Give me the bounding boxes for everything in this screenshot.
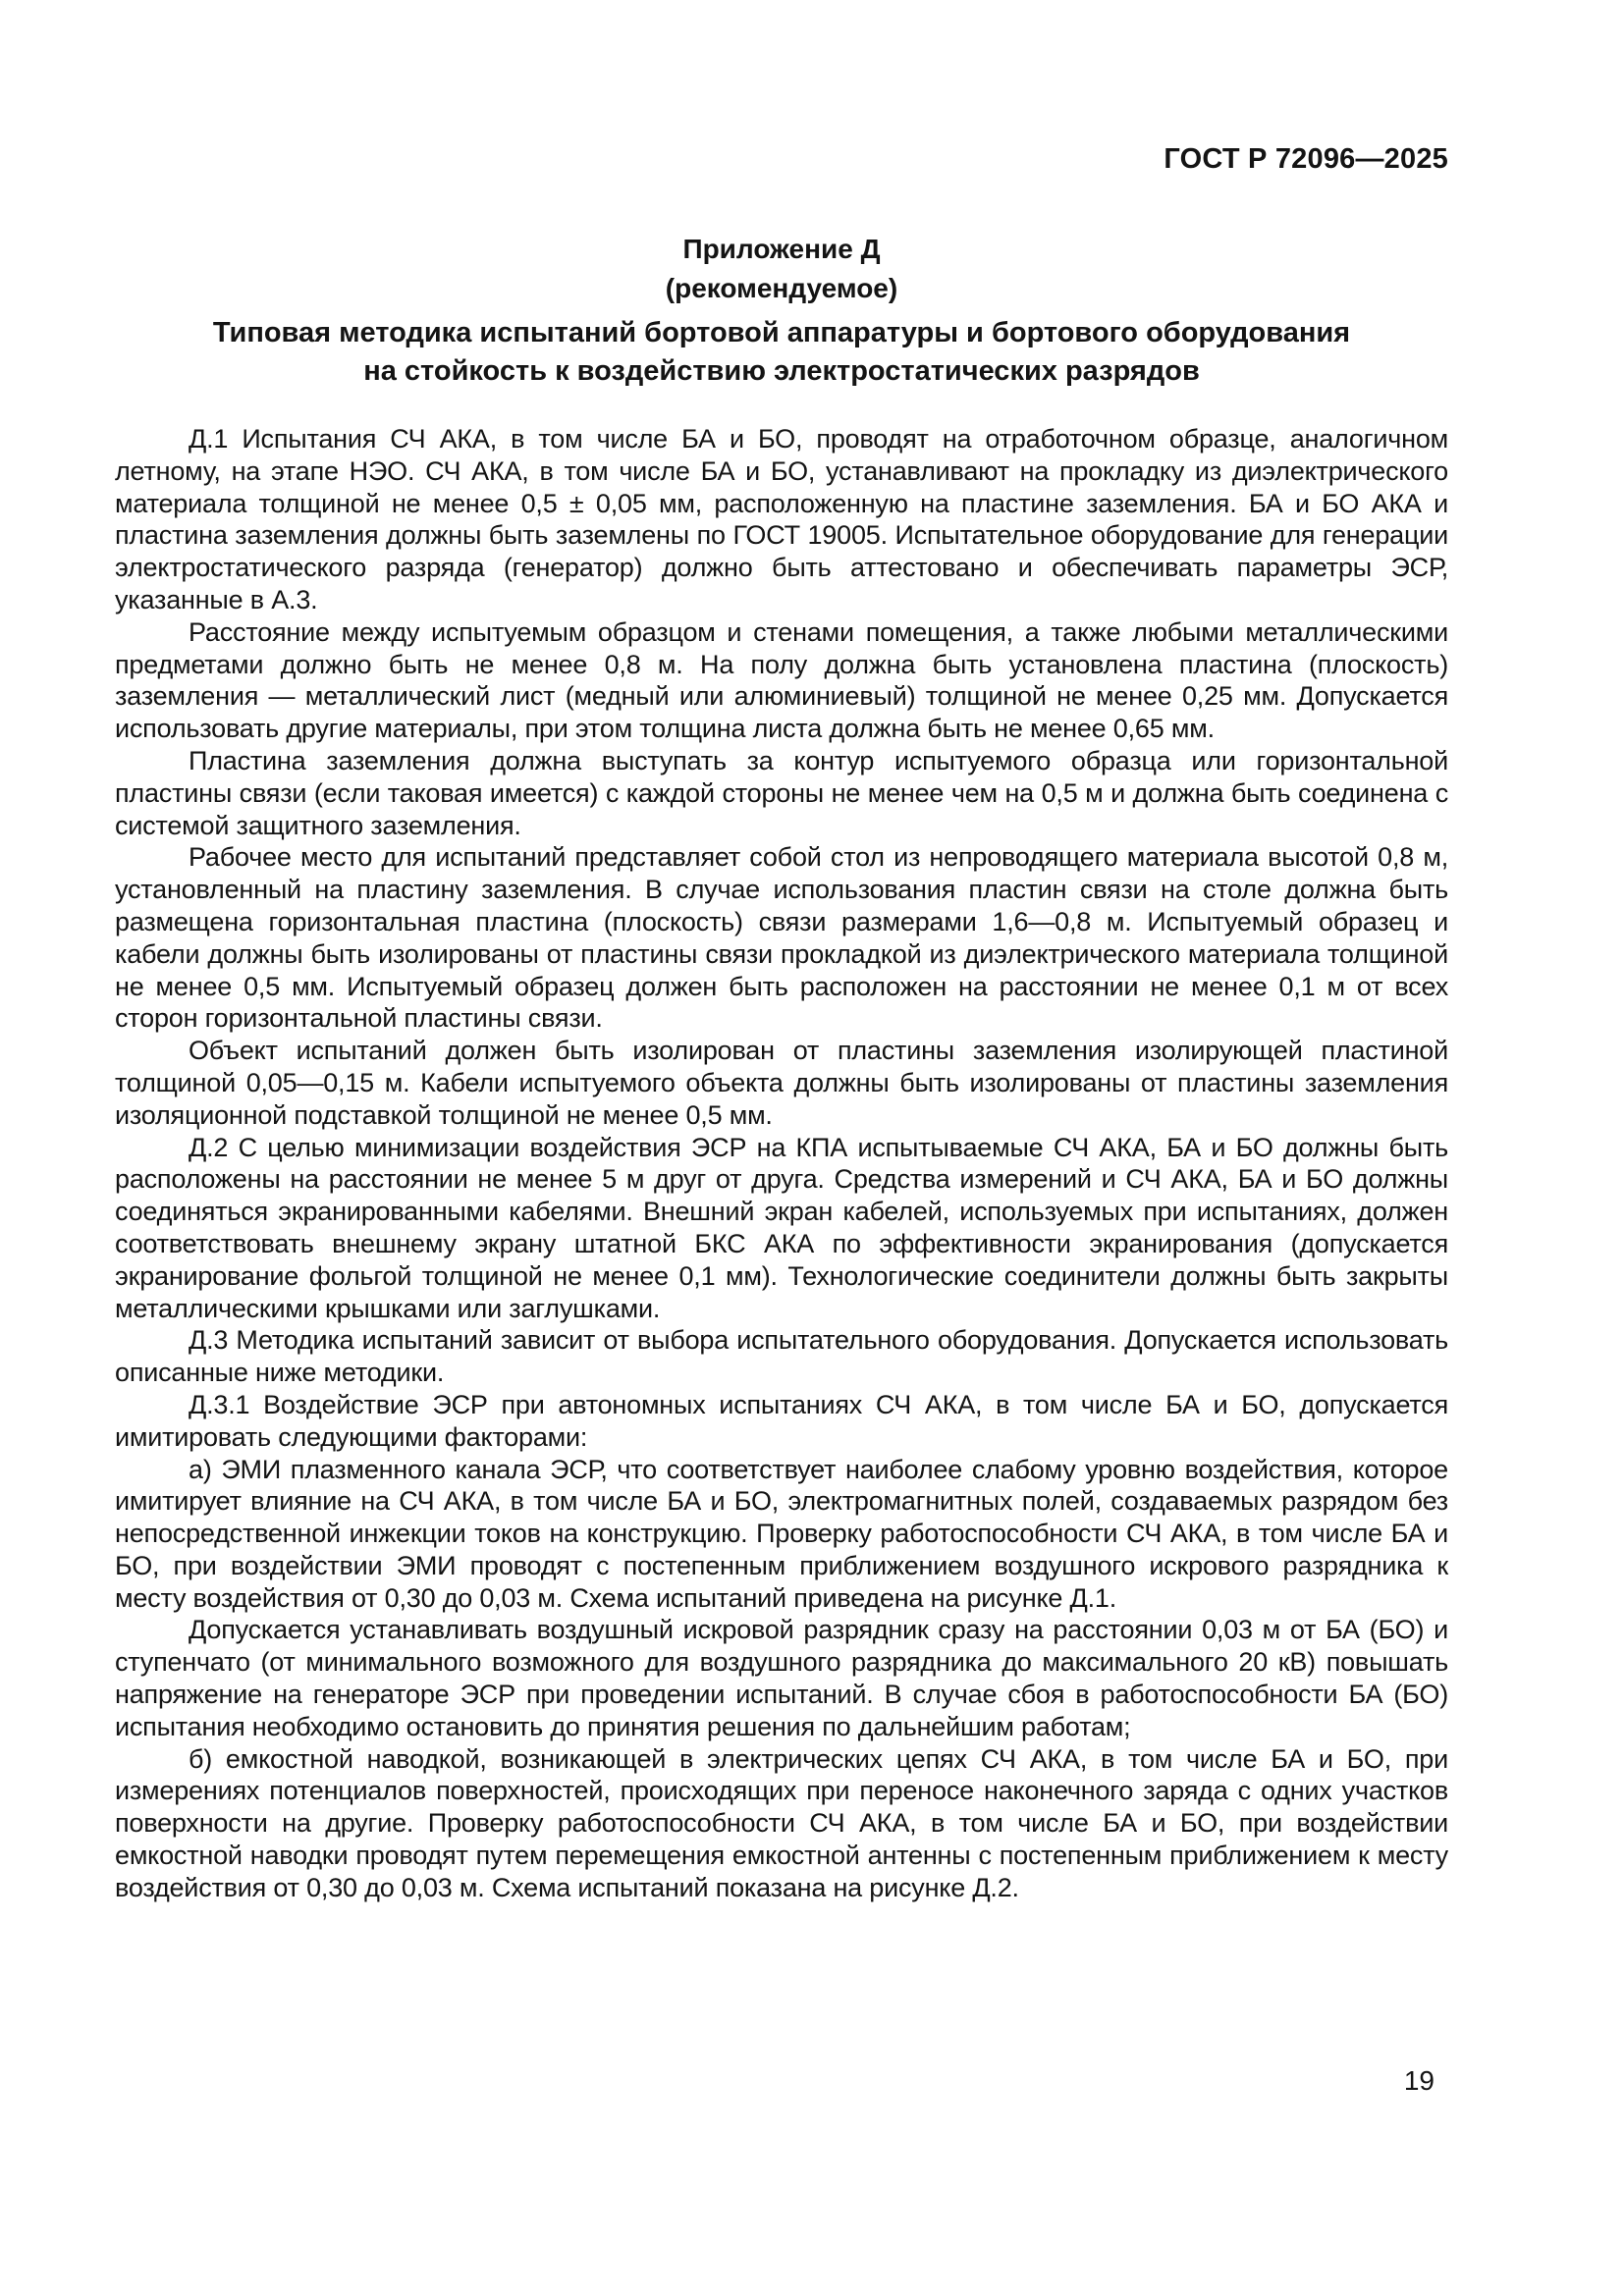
appendix-note: (рекомендуемое) <box>665 273 898 303</box>
appendix-title <box>115 314 1448 391</box>
paragraph-ground-plate: Пластина заземления должна выступать за контур испытуемого образца или горизонтальной пластины связи (если таковая имеется) с каждой стороны не менее чем на 0,5 м и должна быть соединена с системой защитного заземления. <box>115 745 1448 840</box>
paragraph-d31: Д.3.1 Воздействие ЭСР при автономных испытаниях СЧ АКА, в том числе БА и БО, допускается имитировать следующими факторами: <box>115 1389 1448 1452</box>
paragraph-item-b: б) емкостной наводкой, возникающей в электрических цепях СЧ АКА, в том числе БА и БО, при измерениях потенциалов поверхностей, происходящих при переносе наконечного заряда с одних участков поверхности на другие. Проверку работоспособности СЧ АКА, в том числе БА и БО, при воздействии емкостной наводки проводят путем перемещения емкостной антенны с постепенным приближением к месту воздействия от 0,30 до 0,03 м. Схема испытаний показана на рисунке Д.2. <box>115 1743 1448 1902</box>
paragraph-item-a: а) ЭМИ плазменного канала ЭСР, что соответствует наиболее слабому уровню воздействия, которое имитирует влияние на СЧ АКА, в том числе БА и БО, электромагнитных полей, создаваемых разрядом без непосредственной инжекции токов на конструкцию. Проверку работоспособности СЧ АКА, в том числе БА и БО, при воздействии ЭМИ проводят с постепенным приближением воздушного искрового разрядника к месту воздействия от 0,30 до 0,03 м. Схема испытаний приведена на рисунке Д.1. <box>115 1454 1448 1613</box>
paragraph-d2: Д.2 С целью минимизации воздействия ЭСР на КПА испытываемые СЧ АКА, БА и БО должны быть расположены на расстоянии не менее 5 м друг от друга. Средства измерений и СЧ АКА, БА и БО должны соединяться экранированными кабелями. Внешний экран кабелей, используемых при испытаниях, должен соответствовать внешнему экрану штатной БКС АКА по эффективности экранирования (допускается экранирование фольгой толщиной не менее 0,1 мм). Технологические соединители должны быть закрыты металлическими крышками или заглушками. <box>115 1132 1448 1323</box>
paragraph-workplace: Рабочее место для испытаний представляет собой стол из непроводящего материала высотой 0,8 м, установленный на пластину заземления. В случае использования пластин связи на столе должна быть размещена горизонтальная пластина (плоскость) связи размерами 1,6—0,8 м. Испытуемый образец и кабели должны быть изолированы от пластины связи прокладкой из диэлектрического материала толщиной не менее 0,5 мм. Испытуемый образец должен быть расположен на расстоянии не менее 0,1 м от всех сторон горизонтальной пластины связи. <box>115 842 1448 1034</box>
appendix-label: Приложение Д <box>682 234 881 264</box>
paragraph-isolation: Объект испытаний должен быть изолирован от пластины заземления изолирующей пластиной толщиной 0,05—0,15 м. Кабели испытуемого объекта должны быть изолированы от пластины заземления изоляционной подставкой толщиной не менее 0,5 мм. <box>115 1036 1448 1130</box>
appendix-heading <box>115 230 1448 308</box>
standard-designation: ГОСТ Р 72096—2025 <box>1164 143 1448 175</box>
paragraph-distance: Расстояние между испытуемым образцом и стенами помещения, а также любыми металлическими предметами должно быть не менее 0,8 м. На полу должна быть установлена пластина (плоскость) заземления — металлический лист (медный или алюминиевый) толщиной не менее 0,25 мм. Допускается использовать другие материалы, при этом толщина листа должна быть не менее 0,65 мм. <box>115 616 1448 744</box>
body-text <box>115 423 1448 1904</box>
paragraph-d1: Д.1 Испытания СЧ АКА, в том числе БА и БО, проводят на отработочном образце, аналогичном летному, на этапе НЭО. СЧ АКА, в том числе БА и БО, устанавливают на прокладку из диэлектрического материала толщиной не менее 0,5 ± 0,05 мм, расположенную на пластине заземления. БА и БО АКА и пластина заземления должны быть заземлены по ГОСТ 19005. Испытательное оборудование для генерации электростатического разряда (генератор) должно быть аттестовано и обеспечивать параметры ЭСР, указанные в А.3. <box>115 424 1448 614</box>
page-number: 19 <box>1403 2065 1435 2096</box>
paragraph-spark-gap: Допускается устанавливать воздушный искровой разрядник сразу на расстоянии 0,03 м от БА (БО) и ступенчато (от минимального возможного для воздушного разрядника до максимального 20 кВ) повышать напряжение на генераторе ЭСР при проведении испытаний. В случае сбоя в работоспособности БА (БО) испытания необходимо остановить до принятия решения по дальнейшим работам; <box>115 1615 1448 1741</box>
appendix-title-line-1: Типовая методика испытаний бортовой аппаратуры и бортового оборудования <box>212 317 1351 348</box>
paragraph-d3: Д.3 Методика испытаний зависит от выбора испытательного оборудования. Допускается использовать описанные ниже методики. <box>115 1325 1448 1388</box>
appendix-title-line-2: на стойкость к воздействию электростатических разрядов <box>363 355 1200 387</box>
